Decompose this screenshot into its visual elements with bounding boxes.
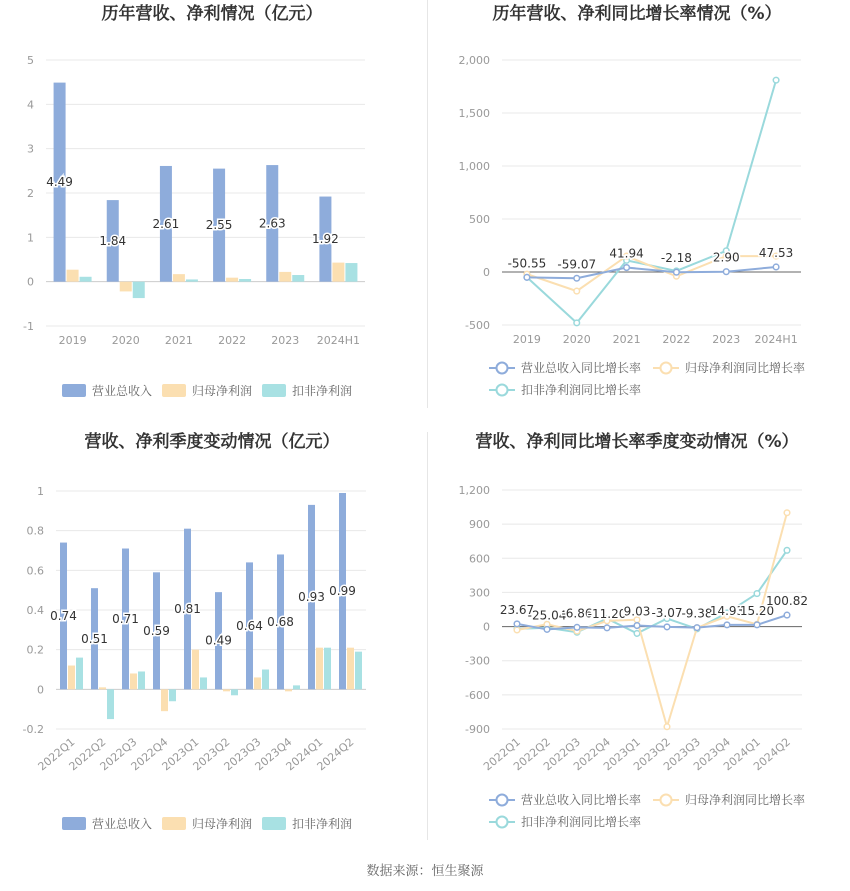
data-label: -3.07: [651, 605, 683, 620]
bar-net-profit: [192, 650, 199, 690]
data-label: 4.49: [46, 175, 73, 190]
bar-deducted-profit: [186, 279, 198, 281]
legend-label: 扣非净利润同比增长率: [521, 383, 642, 397]
x-tick-label: 2024Q2: [314, 735, 357, 774]
series-point: [574, 275, 580, 281]
legend-label: 营业总收入: [92, 817, 153, 831]
legend-label: 营业总收入同比增长率: [521, 361, 642, 375]
data-label: -9.38: [681, 606, 713, 621]
legend-swatch: [62, 817, 86, 830]
bar-net-profit: [99, 687, 106, 689]
bar-deducted-profit: [292, 275, 304, 282]
series-point: [664, 724, 670, 730]
x-tick-label: 2023Q1: [159, 735, 202, 774]
y-tick-label: 900: [469, 518, 490, 532]
y-tick-label: 2: [27, 187, 34, 200]
series-point: [674, 269, 680, 275]
series-point: [574, 320, 580, 326]
bar-deducted-profit: [293, 685, 300, 689]
bar-deducted-profit: [200, 677, 207, 689]
y-tick-label: -600: [465, 688, 490, 702]
bar-deducted-profit: [355, 652, 362, 690]
bar-net-profit: [332, 263, 344, 282]
series-point: [574, 288, 580, 294]
legend-label: 扣非净利润: [292, 817, 353, 831]
y-tick-label: 0.6: [26, 564, 44, 578]
legend-label: 归母净利润同比增长率: [685, 361, 806, 375]
x-tick-label: 2023Q1: [601, 735, 643, 774]
bar-deducted-profit: [239, 279, 251, 282]
bar-net-profit: [285, 689, 292, 691]
y-tick-label: 5: [27, 54, 34, 67]
series-point: [604, 625, 610, 631]
legend-marker: [661, 363, 672, 374]
x-tick-label: 2022Q3: [541, 735, 583, 774]
data-source-note: 数据来源：恒生聚源: [366, 864, 484, 879]
x-tick-label: 2020: [111, 334, 140, 347]
series-point: [773, 77, 779, 83]
legend-label: 归母净利润: [192, 384, 253, 398]
data-label: 0.64: [236, 618, 263, 633]
legend-swatch: [262, 817, 286, 830]
y-tick-label: 2,000: [458, 54, 490, 67]
data-label: 0.71: [112, 611, 139, 626]
bar-deducted-profit: [138, 671, 145, 689]
bar-deducted-profit: [107, 689, 114, 719]
y-tick-label: 3: [27, 142, 34, 156]
x-tick-label: 2024H1: [754, 333, 798, 346]
legend-label: 营业总收入同比增长率: [521, 793, 642, 807]
data-label: -2.18: [660, 251, 692, 266]
x-tick-label: 2022Q2: [66, 735, 109, 774]
data-label: -6.86: [561, 606, 593, 621]
series-point: [773, 264, 779, 270]
x-tick-label: 2024H1: [316, 334, 361, 347]
data-label: 2.61: [152, 216, 180, 231]
bar-net-profit: [223, 689, 230, 691]
y-tick-label: -0.2: [22, 723, 44, 736]
legend-marker: [497, 817, 508, 828]
y-tick-label: -1: [23, 320, 34, 333]
legend-marker: [497, 385, 508, 396]
data-label: 0.74: [50, 608, 77, 623]
chart-title: 历年营收、净利同比增长率情况（%）: [492, 4, 782, 24]
bar-deducted-profit: [345, 263, 357, 282]
data-label: 0.99: [329, 584, 356, 599]
data-label: 2.55: [205, 218, 233, 233]
x-tick-label: 2022Q1: [481, 735, 523, 774]
bar-net-profit: [120, 282, 132, 292]
y-tick-label: 4: [27, 98, 34, 112]
series-point: [574, 625, 580, 631]
chart-title: 营收、净利季度变动情况（亿元）: [84, 432, 340, 452]
data-label: 47.53: [758, 245, 794, 260]
y-tick-label: 0.2: [26, 643, 44, 657]
x-tick-label: 2024Q2: [751, 735, 793, 774]
x-tick-label: 2020: [562, 333, 591, 346]
data-label: 0.51: [81, 631, 108, 646]
data-label: 0.93: [298, 590, 325, 605]
data-label: 0.68: [267, 614, 294, 629]
series-point: [544, 627, 550, 633]
data-label: 0.59: [143, 623, 170, 638]
x-tick-label: 2022: [218, 334, 247, 347]
y-tick-label: 1,200: [458, 484, 490, 497]
legend-swatch: [162, 817, 186, 830]
x-tick-label: 2023Q4: [691, 735, 733, 774]
bar-net-profit: [347, 648, 354, 690]
legend-marker: [497, 363, 508, 374]
data-label: 0.49: [205, 633, 232, 648]
x-tick-label: 2023: [271, 334, 300, 347]
y-tick-label: 600: [469, 552, 490, 566]
legend-swatch: [262, 384, 286, 397]
data-label: -25.04: [527, 608, 567, 623]
x-tick-label: 2022Q1: [35, 735, 78, 774]
bar-deducted-profit: [262, 670, 269, 690]
y-tick-label: 1: [37, 485, 44, 498]
data-label: 23.67: [499, 602, 535, 617]
x-tick-label: 2022Q4: [571, 735, 613, 774]
series-point: [524, 275, 530, 281]
y-tick-label: 1: [27, 231, 34, 245]
series-point: [723, 269, 729, 275]
data-label: -59.07: [557, 257, 597, 272]
bar-deducted-profit: [169, 689, 176, 701]
bar-net-profit: [173, 274, 185, 282]
x-tick-label: 2024Q1: [721, 735, 763, 774]
data-label: -50.55: [507, 256, 547, 271]
x-tick-label: 2021: [164, 334, 193, 347]
annual-growth-rate-chart: [425, 0, 850, 420]
x-tick-label: 2022: [662, 333, 691, 346]
x-tick-label: 2022Q4: [128, 735, 171, 774]
y-tick-label: 0: [27, 275, 34, 289]
x-tick-label: 2023Q3: [221, 735, 264, 774]
legend-marker: [661, 795, 672, 806]
series-point: [514, 627, 520, 633]
y-tick-label: 0.8: [26, 524, 44, 538]
series-point: [624, 265, 630, 271]
x-tick-label: 2023Q3: [661, 735, 703, 774]
legend-swatch: [62, 384, 86, 397]
data-label: 9.03: [623, 604, 651, 619]
x-tick-label: 2024Q1: [283, 735, 326, 774]
quarterly-growth-rate-chart: [425, 428, 850, 848]
y-tick-label: 0: [37, 683, 44, 697]
series-point: [694, 625, 700, 631]
bar-net-profit: [130, 673, 137, 689]
data-label: 1.84: [99, 233, 127, 248]
legend-label: 扣非净利润: [292, 384, 353, 398]
x-tick-label: 2021: [612, 333, 641, 346]
bar-net-profit: [161, 689, 168, 711]
bar-net-profit: [279, 272, 291, 282]
legend-label: 扣非净利润同比增长率: [521, 815, 642, 829]
bar-net-profit: [226, 278, 238, 282]
bar-net-profit: [67, 270, 79, 282]
series-point: [514, 621, 520, 627]
series-point: [634, 623, 640, 629]
series-point: [784, 612, 790, 618]
series-point: [664, 624, 670, 630]
bar-deducted-profit: [76, 658, 83, 690]
chart-title: 营收、净利同比增长率季度变动情况（%）: [475, 432, 799, 452]
y-tick-label: 0: [483, 620, 490, 634]
bar-net-profit: [254, 677, 261, 689]
quarterly-revenue-profit-chart: [0, 428, 425, 848]
bar-deducted-profit: [324, 648, 331, 690]
data-label: 41.94: [609, 246, 644, 261]
legend-label: 归母净利润: [192, 817, 253, 831]
y-tick-label: -900: [465, 723, 490, 736]
chart-title: 历年营收、净利情况（亿元）: [101, 4, 323, 24]
x-tick-label: 2023Q2: [190, 735, 233, 774]
x-tick-label: 2023Q2: [631, 735, 673, 774]
x-tick-label: 2022Q2: [511, 735, 553, 774]
y-tick-label: 300: [469, 586, 490, 600]
bar-net-profit: [316, 648, 323, 690]
data-label: 0.81: [174, 602, 201, 617]
data-label: 100.82: [766, 594, 808, 609]
y-tick-label: -300: [465, 654, 490, 668]
series-point: [754, 591, 760, 597]
y-tick-label: 1,000: [458, 160, 490, 173]
x-tick-label: 2019: [58, 334, 87, 347]
series-point: [784, 510, 790, 516]
y-tick-label: 0.4: [26, 604, 44, 617]
legend-marker: [497, 795, 508, 806]
series-point: [634, 631, 640, 637]
y-tick-label: 500: [469, 213, 490, 226]
data-label: 2.90: [712, 250, 740, 265]
annual-revenue-profit-chart: [0, 0, 425, 420]
x-tick-label: 2019: [512, 333, 541, 346]
data-label: 1.92: [312, 232, 339, 247]
series-point: [784, 548, 790, 554]
data-label: 14.93: [709, 603, 745, 618]
x-tick-label: 2022Q3: [97, 735, 140, 774]
bar-deducted-profit: [231, 689, 238, 695]
bar-deducted-profit: [133, 282, 145, 298]
series-point: [754, 622, 760, 628]
data-label: -11.20: [587, 606, 627, 621]
bar-net-profit: [68, 666, 75, 690]
y-tick-label: 1,500: [458, 107, 490, 120]
legend-label: 归母净利润同比增长率: [685, 793, 806, 807]
y-tick-label: 0: [483, 266, 490, 279]
series-point: [724, 622, 730, 628]
bar-deducted-profit: [80, 277, 92, 282]
data-label: 2.63: [258, 216, 286, 231]
data-label: 15.20: [739, 603, 775, 618]
x-tick-label: 2023Q4: [252, 735, 295, 774]
legend-label: 营业总收入: [92, 384, 153, 398]
y-tick-label: -500: [465, 319, 490, 332]
legend-swatch: [162, 384, 186, 397]
x-tick-label: 2023: [712, 333, 741, 346]
